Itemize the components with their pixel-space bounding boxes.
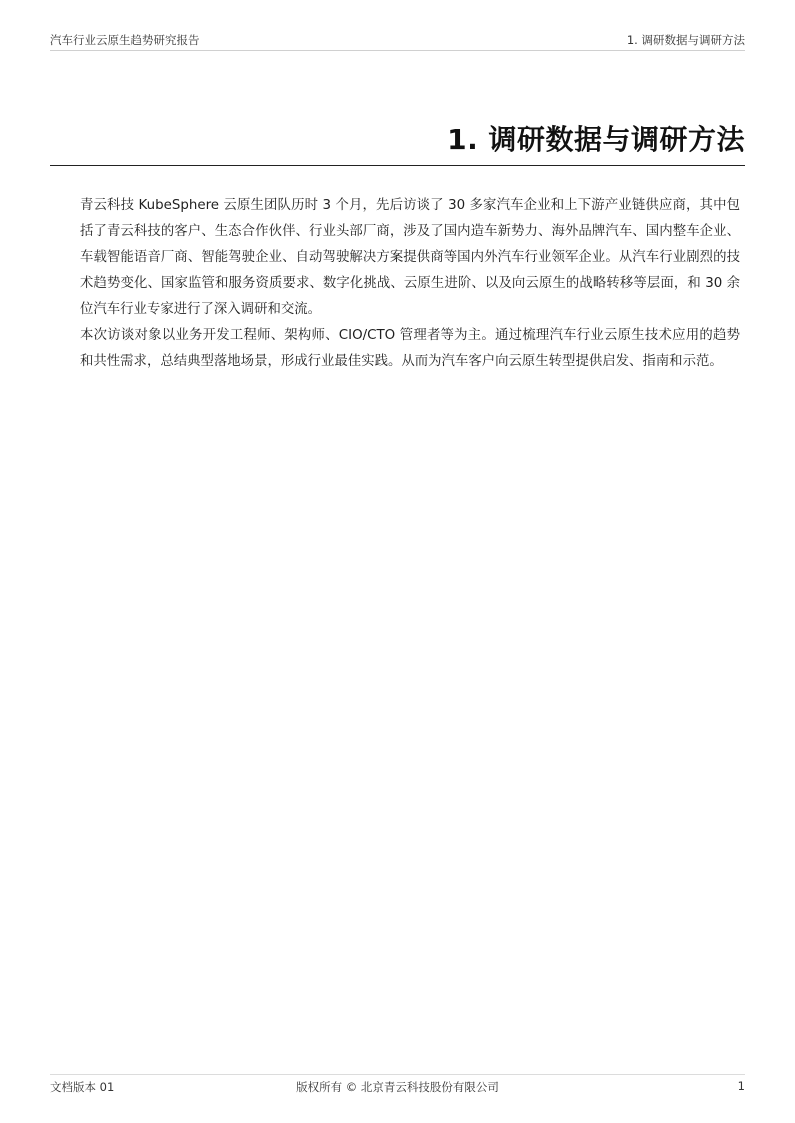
- footer-divider: [50, 1074, 745, 1075]
- footer-page-number: 1: [737, 1079, 745, 1093]
- paragraph-2: 本次访谈对象以业务开发工程师、架构师、CIO/CTO 管理者等为主。通过梳理汽车行业云原生技术应用的趋势和共性需求，总结典型落地场景，形成行业最佳实践。从而为汽车客户向云原生转型提供启发、指南和示范。: [80, 328, 740, 369]
- footer-doc-version: 文档版本 01: [50, 1080, 115, 1094]
- page-footer: [50, 1079, 745, 1095]
- paragraph-1: 青云科技 KubeSphere 云原生团队历时 3 个月，先后访谈了 30 多家汽车企业和上下游产业链供应商，其中包括了青云科技的客户、生态合作伙伴、行业头部厂商，涉及了国内造车新势力、海外品牌汽车、国内整车企业、车载智能语音厂商、智能驾驶企业、自动驾驶解决方案提供商等国内外汽车行业领军企业。从汽车行业剧烈的技术趋势变化、国家监管和服务资质要求、数字化挑战、云原生进阶、以及向云原生的战略转移等层面，和 30 余位汽车行业专家进行了深入调研和交流。: [80, 198, 740, 317]
- header-section-title: 1. 调研数据与调研方法: [626, 33, 745, 47]
- title-divider: [50, 165, 745, 166]
- footer-copyright: 版权所有 © 北京青云科技股份有限公司: [296, 1080, 499, 1094]
- header-document-title: 汽车行业云原生趋势研究报告: [50, 33, 200, 47]
- page-header: [50, 32, 745, 51]
- section-title: 1. 调研数据与调研方法: [447, 123, 745, 156]
- body-content: [80, 193, 740, 375]
